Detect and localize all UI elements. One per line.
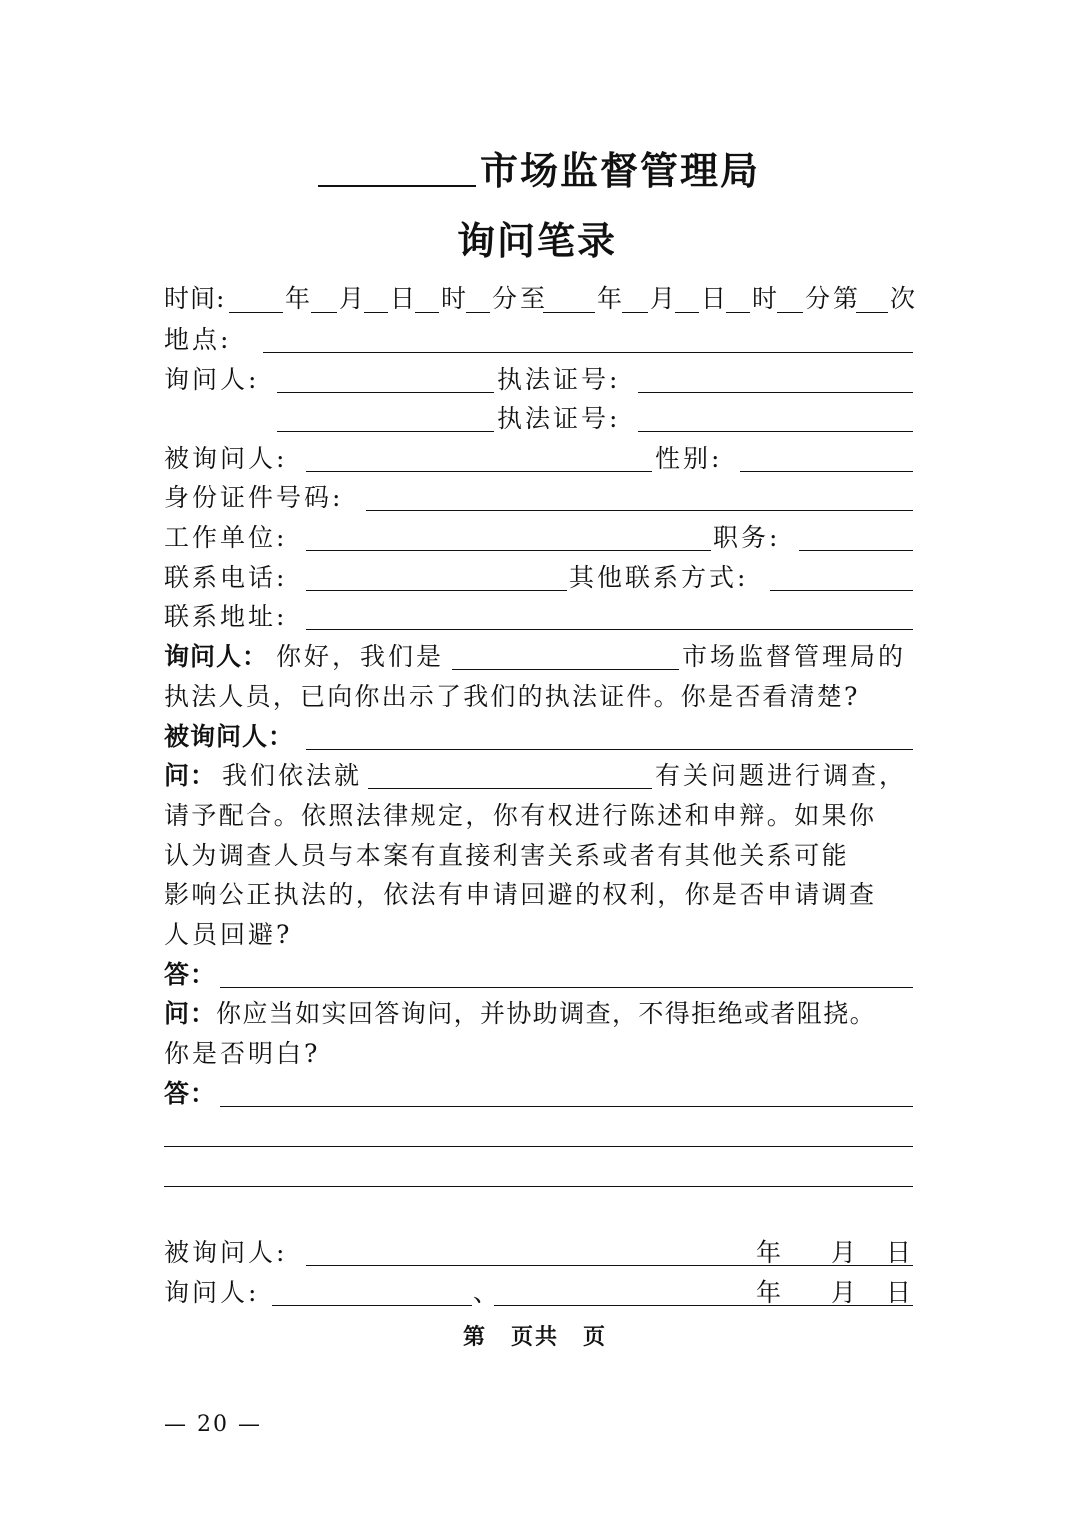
location-field[interactable] [263,352,913,353]
a1-answer-field[interactable] [306,749,913,750]
hour-unit-2: 时 [752,284,781,313]
signature-year-2: 年 [756,1278,785,1307]
q1-label: 询问人： [164,642,269,671]
agency-blank[interactable] [452,669,679,670]
q2-text-a: 我们依法就 [222,761,363,790]
minute-to-unit: 分至 [492,284,549,313]
phone-field[interactable] [306,590,567,591]
case-matter-blank[interactable] [368,788,652,789]
answer-line-2[interactable] [164,1146,913,1147]
q3-text-a: 你应当如实回答询问，并协助调查，不得拒绝或者阻挠。 [216,999,877,1028]
signature-interviewee-field[interactable] [306,1265,913,1266]
signature-year-1: 年 [756,1238,785,1267]
a3-answer-field[interactable] [220,1106,913,1107]
a2-answer-field[interactable] [220,987,913,988]
end-minute-blank[interactable] [777,312,803,313]
start-minute-blank[interactable] [466,312,490,313]
q1-text-b: 市场监督管理局的 [682,642,907,671]
q2-text-f: 人员回避? [164,920,293,949]
start-hour-blank[interactable] [415,312,439,313]
q3-text-b: 你是否明白? [164,1039,321,1068]
time-label: 时间: [164,284,226,313]
agency-title-text: 市场监督管理局 [480,148,761,193]
year-unit-2: 年 [597,284,626,313]
signature-day-1: 日 [886,1238,915,1267]
id-number-field[interactable] [366,510,913,511]
signature-interviewee-label: 被询问人: [164,1238,288,1267]
interviewee-label: 被询问人: [164,444,288,473]
agency-title [0,140,1074,193]
cert-no-label: 执法证号: [497,365,621,394]
signature-month-1: 月 [831,1238,860,1267]
end-month-blank[interactable] [622,312,648,313]
other-contact-field[interactable] [770,590,913,591]
q1-text-a: 你好，我们是 [276,642,445,671]
q2-label: 问： [164,761,217,790]
signature-day-2: 日 [886,1278,915,1307]
agency-name-blank[interactable] [318,185,476,187]
month-unit: 月 [339,284,368,313]
start-day-blank[interactable] [364,312,388,313]
year-unit: 年 [285,284,314,313]
page-number: — 20 — [164,1412,262,1437]
workplace-field[interactable] [306,550,711,551]
q2-text-d: 认为调查人员与本案有直接利害关系或者有其他关系可能 [164,841,850,870]
signature-interviewer-label: 询问人: [164,1278,260,1307]
other-contact-label: 其他联系方式: [569,563,749,592]
minute-nth-unit: 分第 [805,284,862,313]
workplace-label: 工作单位: [164,523,288,552]
end-day-blank[interactable] [675,312,699,313]
interviewee-field[interactable] [306,471,652,472]
q2-text-e: 影响公正执法的，依法有申请回避的权利，你是否申请调查 [164,880,877,909]
signature-month-2: 月 [831,1278,860,1307]
form-title: 询问笔录 [456,218,617,263]
gender-label: 性别: [655,444,723,473]
address-label: 联系地址: [164,602,288,631]
session-count-blank[interactable] [856,312,888,313]
month-unit-2: 月 [650,284,679,313]
interviewer-field[interactable] [277,392,494,393]
a2-label: 答： [164,960,217,989]
times-unit: 次 [890,284,919,313]
gender-field[interactable] [740,471,913,472]
a3-label: 答： [164,1079,217,1108]
position-field[interactable] [799,550,913,551]
signature-interviewer-field-1[interactable] [272,1305,472,1306]
q2-text-b: 有关问题进行调查， [655,761,908,790]
day-unit: 日 [390,284,419,313]
interviewer-label: 询问人: [164,365,260,394]
day-unit-2: 日 [701,284,730,313]
hour-unit: 时 [441,284,470,313]
q1-text-c: 执法人员，已向你出示了我们的执法证件。你是否看清楚? [164,682,860,711]
id-number-label: 身份证件号码: [164,483,344,512]
position-label: 职务: [713,523,781,552]
end-year-blank[interactable] [543,312,595,313]
page-of-total: 第 页共 页 [463,1324,608,1350]
interviewer-2-field[interactable] [277,431,494,432]
q3-label: 问： [164,999,217,1028]
answer-line-3[interactable] [164,1186,913,1187]
end-hour-blank[interactable] [726,312,750,313]
q2-text-c: 请予配合。依照法律规定，你有权进行陈述和申辩。如果你 [164,801,877,830]
start-year-blank[interactable] [229,312,283,313]
address-field[interactable] [306,629,913,630]
location-label: 地点: [164,325,232,354]
phone-label: 联系电话: [164,563,288,592]
a1-label: 被询问人： [164,722,295,751]
signature-separator: 、 [473,1278,502,1307]
start-month-blank[interactable] [311,312,337,313]
cert-no-2-field[interactable] [638,431,913,432]
cert-no-field[interactable] [638,392,913,393]
cert-no-2-label: 执法证号: [497,404,621,433]
